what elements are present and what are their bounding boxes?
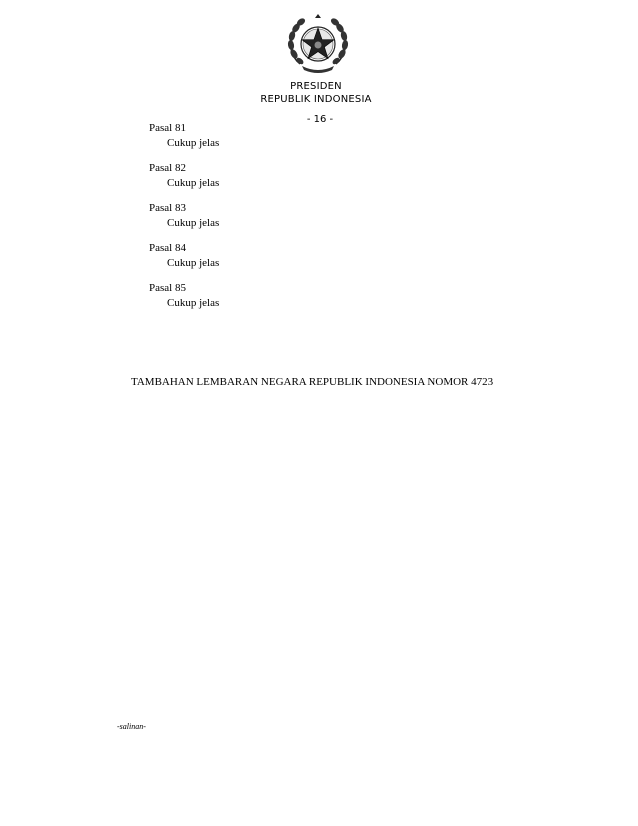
header-subtitle: REPUBLIK INDONESIA xyxy=(260,94,372,105)
copy-mark: -salinan- xyxy=(117,722,146,731)
header-title: PRESIDEN xyxy=(290,81,342,92)
article-title: Pasal 83 xyxy=(149,202,186,214)
article-body: Cukup jelas xyxy=(167,217,220,229)
article-title: Pasal 84 xyxy=(149,242,186,254)
page-number: - 16 - xyxy=(306,114,334,125)
garuda-emblem-icon xyxy=(282,12,354,76)
article-body: Cukup jelas xyxy=(167,297,220,309)
article-body: Cukup jelas xyxy=(167,257,220,269)
article-title: Pasal 81 xyxy=(149,122,186,134)
article-body: Cukup jelas xyxy=(167,137,220,149)
article-body: Cukup jelas xyxy=(167,177,220,189)
article-title: Pasal 85 xyxy=(149,282,186,294)
supplement-reference: TAMBAHAN LEMBARAN NEGARA REPUBLIK INDONESIA NOMOR 4723 xyxy=(131,376,494,388)
article-title: Pasal 82 xyxy=(149,162,186,174)
